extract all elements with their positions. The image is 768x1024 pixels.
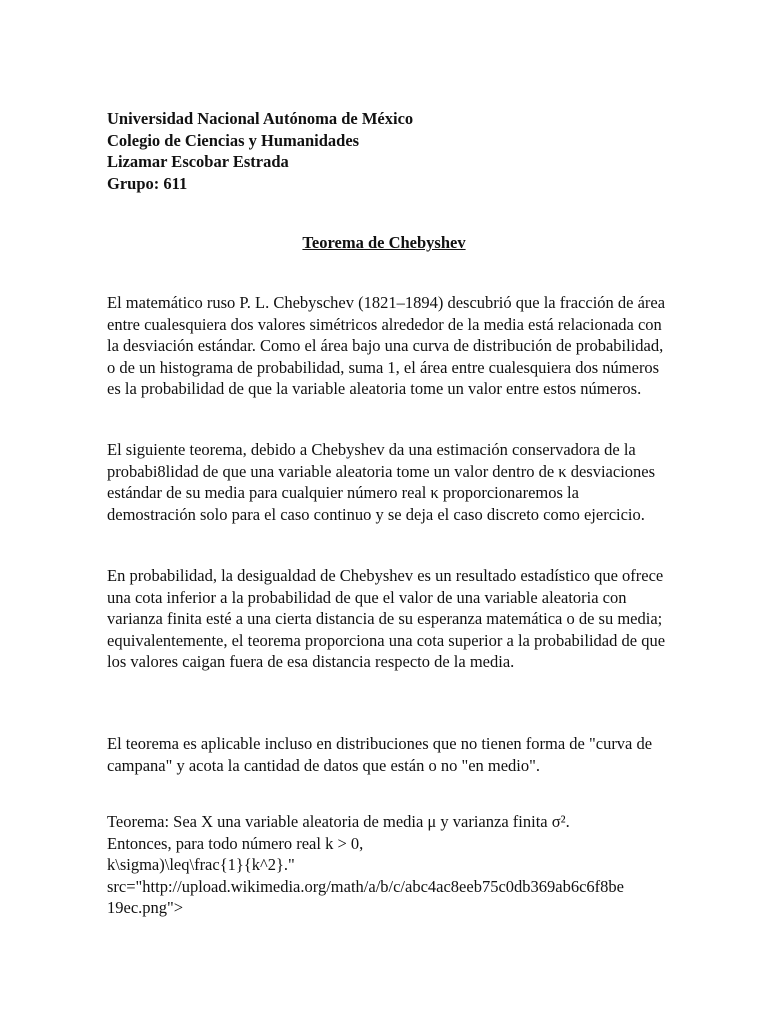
theorem-line: Teorema: Sea X una variable aleatoria de media μ y varianza finita σ². <box>107 812 570 831</box>
university-name: Universidad Nacional Autónoma de México <box>107 109 414 128</box>
paragraph-applicability: El teorema es aplicable incluso en distribuciones que no tienen forma de "curva de campana" y acota la cantidad de datos que están o no "en medio". <box>107 734 653 775</box>
theorem-formula-fragment: k\sigma)\leq\frac{1}{k^2}." <box>107 855 295 874</box>
paragraph-history: El matemático ruso P. L. Chebyschev (1821–1894) descubrió que la fracción de área entre cualesquiera dos valores simétricos alrededor de la media está relacionada con la desviación estándar. Como el área bajo una curva de distribución de probabilidad, o de un histograma de probabilidad, suma 1, el área entre cualesquiera dos números es la probabilidad de que la variable aleatoria tome un valor entre estos números. <box>107 293 666 398</box>
theorem-statement <box>107 811 667 919</box>
document-title: Teorema de Chebyshev <box>302 233 466 252</box>
paragraph-theorem-intro: El siguiente teorema, debido a Chebyshev da una estimación conservadora de la probabi8lidad de que una variable aleatoria tome un valor dentro de κ desviaciones estándar de su media para cualquier número real κ proporcionaremos la demostración solo para el caso continuo y se deja el caso discreto como ejercicio. <box>107 440 656 524</box>
group-number: Grupo: 611 <box>107 173 188 193</box>
document-header <box>107 108 667 194</box>
theorem-line: Entonces, para todo número real k > 0, <box>107 833 364 853</box>
author-name: Lizamar Escobar Estrada <box>107 152 289 171</box>
theorem-image-source: src="http://upload.wikimedia.org/math/a/b/c/abc4ac8eeb75c0db369ab6c6f8be <box>107 876 624 896</box>
theorem-image-source: 19ec.png"> <box>107 898 184 917</box>
paragraph-inequality-definition: En probabilidad, la desigualdad de Chebyshev es un resultado estadístico que ofrece una cota inferior a la probabilidad de que el valor de una variable aleatoria con varianza finita esté a una cierta distancia de su esperanza matemática o de su media; equivalentemente, el teorema proporciona una cota superior a la probabilidad de que los valores caigan fuera de esa distancia respecto de la media. <box>107 566 666 671</box>
college-name: Colegio de Ciencias y Humanidades <box>107 130 360 150</box>
